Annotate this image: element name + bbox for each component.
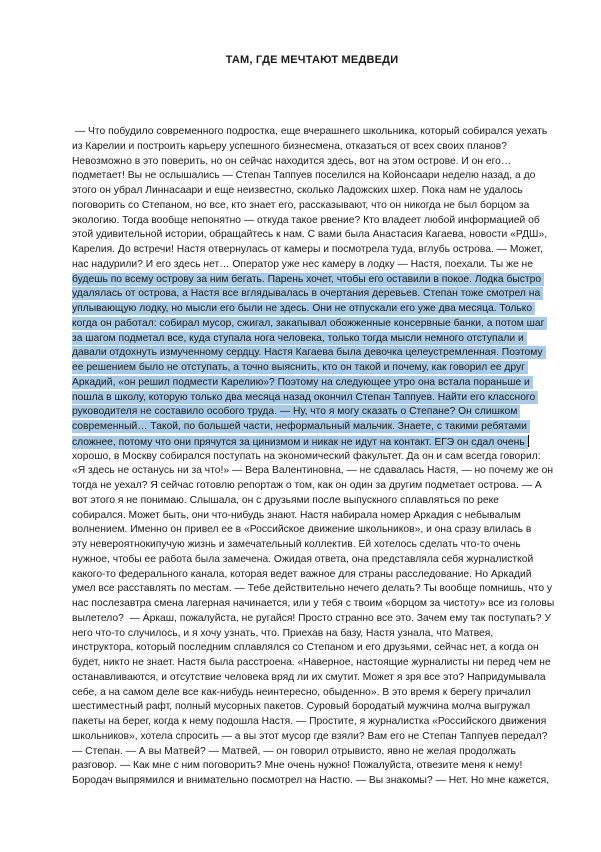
- text-run: волнением. Именно он привел ее в «Российское движение школьников», и она сразу влилась в: [72, 524, 532, 536]
- text-line[interactable]: [72, 317, 572, 332]
- text-line[interactable]: [72, 641, 572, 656]
- text-line[interactable]: [72, 214, 572, 229]
- text-run: подметает! Вы не ослышались — Степан Таппуев поселился на Койонсаари неделю назад, а до: [72, 170, 536, 182]
- text-line[interactable]: [72, 405, 572, 420]
- text-run: поговорить со Степаном, но все, кто знает его, рассказывают, что он никогда не был борцом за: [72, 199, 530, 211]
- text-run: эту невероятнокипучую жизнь и замечательный коллектив. Ей хотелось сделать что-то очень: [72, 539, 521, 550]
- text-line[interactable]: [72, 273, 572, 288]
- text-line[interactable]: [72, 597, 572, 612]
- selection-highlight: когда он работал: собирал мусор, сжигал, закапывал обожженные консервные банки, а потом шаг: [72, 317, 547, 330]
- text-line[interactable]: [72, 582, 572, 597]
- selection-highlight: ее решением было не отступать, а точно выяснить, кто он такой и почему, как говорил ее друг: [72, 361, 528, 374]
- text-line[interactable]: [72, 391, 572, 406]
- text-run: тогда не уехал? Я сейчас готовлю репортаж о том, как он один за другим подметает острова. — А: [72, 480, 542, 491]
- text-line[interactable]: [72, 184, 572, 199]
- selection-highlight: современный… Такой, по большей части, неформальный мальчик. Знаете, с такими ребятами: [72, 420, 530, 433]
- text-line[interactable]: [72, 199, 572, 214]
- text-line[interactable]: [72, 155, 572, 170]
- selection-highlight: будешь по всему острову за ним бегать. Парень хочет, чтобы его оставили в покое. Лодка быстро: [72, 273, 544, 286]
- selection-highlight: за шагом подметал все, куда ступала нога человека, только тогда мысли немного отступали и: [72, 332, 527, 345]
- text-line[interactable]: [72, 686, 572, 701]
- text-line[interactable]: [72, 464, 572, 479]
- text-line[interactable]: [72, 361, 572, 376]
- text-run: нас послезавтра смена лагерная начинается, или у тебя с твоим «борцом за чистоту» все из головы: [72, 598, 555, 609]
- text-line[interactable]: [72, 671, 572, 686]
- text-line[interactable]: [72, 553, 572, 568]
- text-run: экологию. Тогда вообще непонятно — откуда такое рвение? Кто владеет любой информацией об: [72, 214, 540, 226]
- text-run: какого-то федерального канала, которая ведет важное для страны расследование. Но Аркадий: [72, 568, 532, 580]
- text-line[interactable]: [72, 656, 572, 671]
- text-run: останавливаются, и отсутствие человека вряд ли их смутит. Может я зря все это? Напридумывала: [72, 671, 546, 683]
- text-line[interactable]: [72, 169, 572, 184]
- selection-highlight: уплывающую лодку, но мысли его были не здесь. Они не отпускали его уже два месяца. Только: [72, 302, 535, 315]
- selection-highlight: руководителя не составило особого труда. — Ну, что я могу сказать о Степане? Он слишком: [72, 405, 520, 418]
- text-line[interactable]: [72, 523, 572, 538]
- text-run: этого он убрал Линнасаари и еще неизвестно, сколько Ладожских шхер. Пока нам не удалось: [72, 185, 523, 196]
- text-run: школьников», хотела спросить — а вы этот мусор где взяли? Вам его не Степан Таппуев передал?: [72, 730, 548, 742]
- text-run: пакеты на берег, когда к нему подошла Настя. — Простите, я журналистка «Российского движения: [72, 716, 547, 727]
- text-line[interactable]: [72, 287, 572, 302]
- text-line[interactable]: [72, 538, 572, 553]
- text-run: Невозможно в это поверить, но он сейчас находится здесь, вот на этом острове. И он его…: [72, 155, 512, 167]
- text-run: разговор. — Как мне с ним поговорить? Мне очень нужно! Пожалуйста, отвезите меня к нему!: [72, 760, 523, 772]
- text-line[interactable]: [72, 479, 572, 494]
- text-line[interactable]: [72, 774, 572, 789]
- selection-highlight: давали отдохнуть измученному сердцу. Настя Кагаева была девочка целеустремленная. Поэтому: [72, 346, 546, 359]
- selection-highlight: пошла в школу, которую только два месяца назад окончил Степан Таппуев. Найти его классного: [72, 391, 538, 404]
- text-run: умел все расставлять по местам. — Тебе действительно нечего делать? Ты вообще помнишь, что у: [72, 583, 553, 595]
- text-line[interactable]: [72, 332, 572, 347]
- text-line[interactable]: [72, 715, 572, 730]
- text-line[interactable]: [72, 450, 572, 465]
- text-run: хорошо, в Москву собирался поступать на экономический факультет. Да он и сам всегда говорил:: [72, 450, 541, 462]
- text-line[interactable]: [72, 346, 572, 361]
- document-body[interactable]: [72, 125, 572, 789]
- text-run: Бородач выпрямился и внимательно посмотрел на Настю. — Вы знакомы? — Нет. Но мне кажется,: [72, 775, 550, 786]
- text-run: — Что побудило современного подростка, еще вчерашнего школьника, который собирался уехать: [72, 126, 548, 137]
- selection-highlight: Аркадий, «он решил подмести Карелию»? Поэтому на следующее утро она встала пораньше и: [72, 376, 533, 389]
- text-run: — Степан. — А вы Матвей? — Матвей, — он говорил отрывисто, явно не желая продолжать: [72, 745, 516, 757]
- text-line[interactable]: [72, 759, 572, 774]
- text-run: этой удивительной истории, обращайтесь к нам. С вами была Анастасия Кагаева, новости «РДШ»,: [72, 229, 548, 241]
- text-run: вылетело? — Аркаш, пожалуйста, не ругайся! Просто странно все это. Зачем ему так поступать? У: [72, 612, 551, 624]
- text-run: вот этого я не понимаю. Слышала, он с друзьями после выпускного сплавляться по реке: [72, 494, 499, 506]
- text-line[interactable]: [72, 700, 572, 715]
- text-run: него что-то случилось, и я хочу узнать, что. Приехав на базу, Настя узнала, что Матвея,: [72, 627, 494, 639]
- text-run: будет, никто не знает. Настя была расстроена. «Наверное, настоящие журналисты ни перед чем не: [72, 657, 551, 668]
- text-line[interactable]: [72, 258, 572, 273]
- text-line[interactable]: [72, 509, 572, 524]
- text-run: Карелия. До встречи! Настя отвернулась от камеры и посмотрела туда, вглубь острова. — Может,: [72, 244, 543, 255]
- text-run: шестиместный рафт, полный мусорных пакетов. Суровый бородатый мужчина молча выгружал: [72, 701, 531, 713]
- text-run: инструктора, который последним сплавлялся со Степаном и его друзьями, сейчас нет, а когда он: [72, 642, 539, 654]
- text-line[interactable]: [72, 243, 572, 258]
- text-line[interactable]: [72, 745, 572, 760]
- text-line[interactable]: [72, 730, 572, 745]
- text-run: себе, а на самом деле все как-нибудь неинтересно, обыденно». В это время к берегу причалил: [72, 686, 531, 698]
- document-title: ТАМ, ГДЕ МЕЧТАЮТ МЕДВЕДИ: [225, 54, 399, 66]
- text-run: нас надурили? И его здесь нет… Оператор уже нес камеру в лодку — Настя, поехали. Ты же не: [72, 258, 533, 270]
- text-run: нужное, чтобы ее работа была замечена. Ожидая ответа, она представляла себя журналисткой: [72, 553, 534, 565]
- text-line[interactable]: [72, 627, 572, 642]
- text-line[interactable]: [72, 420, 572, 435]
- text-run: собирался. Может быть, они что-нибудь знают. Настя набирала номер Аркадия с небывалым: [72, 509, 521, 521]
- selection-highlight: удалялась от острова, а Настя все вглядывалась в очертания деревьев. Степан тоже смотрел на: [72, 287, 543, 300]
- text-line[interactable]: [72, 435, 572, 450]
- text-run: из Карелии и построить карьеру успешного бизнесмена, отказаться от всех своих планов?: [72, 140, 507, 152]
- text-cursor: [528, 435, 529, 447]
- text-line[interactable]: [72, 494, 572, 509]
- text-line[interactable]: [72, 568, 572, 583]
- selection-highlight: сложнее, потому что они прячутся за цинизмом и никак не идут на контакт. ЕГЭ он сдал очень: [72, 436, 528, 449]
- text-line[interactable]: [72, 302, 572, 317]
- text-line[interactable]: [72, 140, 572, 155]
- text-run: «Я здесь не останусь ни за что!» — Вера Валентиновна, — не сдавалась Настя, — но почему же он: [72, 465, 554, 477]
- text-line[interactable]: [72, 228, 572, 243]
- text-line[interactable]: [72, 612, 572, 627]
- text-line[interactable]: [72, 125, 572, 140]
- text-line[interactable]: [72, 376, 572, 391]
